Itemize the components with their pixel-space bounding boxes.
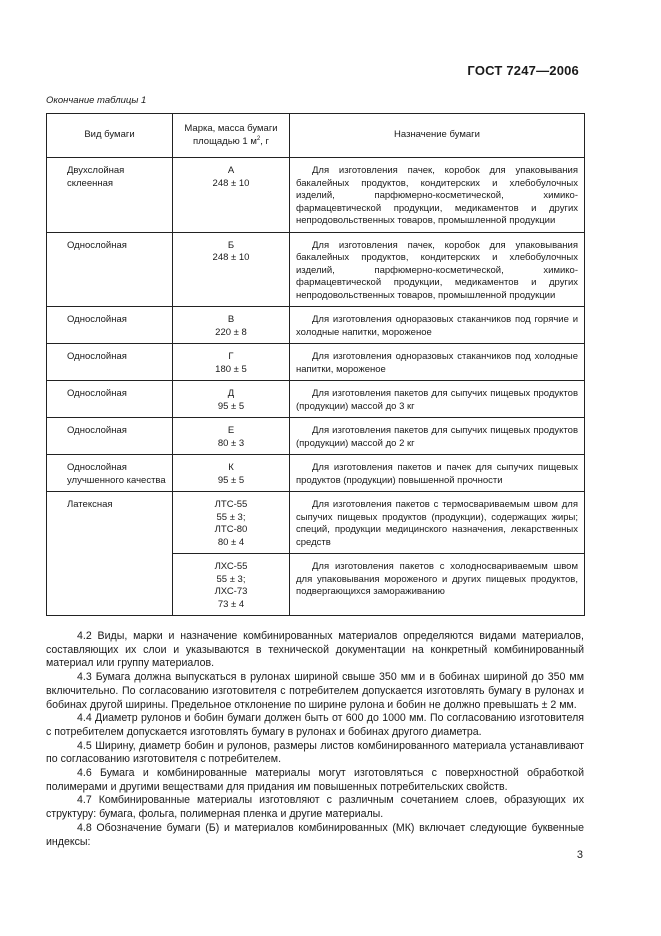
cell-type: Однослойная улучшенного качества — [47, 455, 173, 492]
table-row-latex — [47, 492, 585, 554]
paragraph-4-5: 4.5 Ширину, диаметр бобин и рулонов, размеры листов комбинированного материала устанавливают по согласованию изготовителя с потребителем. — [46, 739, 584, 766]
paragraph-4-3: 4.3 Бумага должна выпускаться в рулонах шириной свыше 350 мм и в бобинах шириной до 350 мм включительно. По согласованию изготовителя с потребителем допускается изготовлять бумагу в рулонах и бобинах другой ширины. Предельное отклонение по ширине рулона и бобин не должно превышать ± 2 мм. — [46, 671, 584, 711]
cell-type: Однослойная — [47, 232, 173, 307]
cell-grade: ЛТС-55 55 ± 3; ЛТС-80 80 ± 4 — [173, 492, 290, 554]
cell-grade: Д 95 ± 5 — [173, 381, 290, 418]
cell-purpose: Для изготовления одноразовых стаканчиков под горячие и холодные напитки, мороженое — [290, 307, 585, 344]
table-row — [47, 158, 585, 233]
cell-purpose: Для изготовления пачек, коробок для упаковывания бакалейных продуктов, кондитерских и хлебобулочных изделий, парфюмерно-косметической, химико-фармацевтической продукции, медикаментов и других непродовольственных товаров, промышленной продукции — [290, 158, 585, 233]
paragraph-4-8: 4.8 Обозначение бумаги (Б) и материалов комбинированных (МК) включает следующие буквенные индексы: — [46, 821, 584, 848]
paragraph-4-6: 4.6 Бумага и комбинированные материалы могут изготовляться с поверхностной обработкой полимерами и другими веществами для придания им повышенных потребительских свойств. — [46, 767, 584, 793]
cell-purpose: Для изготовления пакетов с холодносвариваемым швом для упаковывания мороженого и других пищевых продуктов, подвергающихся замораживанию — [290, 554, 585, 616]
cell-grade: Б 248 ± 10 — [173, 232, 290, 307]
cell-type: Однослойная — [47, 344, 173, 381]
cell-grade: А 248 ± 10 — [173, 158, 290, 233]
table-row — [47, 455, 585, 492]
page-number: 3 — [576, 849, 583, 861]
cell-purpose: Для изготовления пакетов для сыпучих пищевых продуктов (продукции) массой до 2 кг — [290, 418, 585, 455]
cell-purpose: Для изготовления пакетов и пачек для сыпучих пищевых продуктов (продукции) повышенной прочности — [290, 455, 585, 492]
table-caption: Окончание таблицы 1 — [46, 95, 147, 106]
cell-purpose: Для изготовления пакетов с термосвариваемым швом для сыпучих пищевых продуктов (продукции), содержащих жиры; специй, продукции медицинского назначения, лекарственных средств — [290, 492, 585, 554]
cell-type: Однослойная — [47, 307, 173, 344]
header-grade: Марка, масса бумаги площадью 1 $м^2$, г — [173, 114, 290, 158]
cell-grade: В 220 ± 8 — [173, 307, 290, 344]
header-purpose: Назначение бумаги — [290, 114, 585, 158]
cell-type: Однослойная — [47, 381, 173, 418]
paragraph-4-7: 4.7 Комбинированные материалы изготовляют с различным сочетанием слоев, образующих их структуру: бумага, фольга, полимерная пленка и другие материалы. — [46, 794, 584, 821]
cell-grade: Е 80 ± 3 — [173, 418, 290, 455]
table-row — [47, 418, 585, 455]
cell-type: Двухслойная склеенная — [47, 158, 173, 233]
cell-grade: Г 180 ± 5 — [173, 344, 290, 381]
table-row — [47, 381, 585, 418]
paragraph-4-4: 4.4 Диаметр рулонов и бобин бумаги должен быть от 600 до 1000 мм. По согласованию изготовителя с потребителем допускается изготовлять бумагу в рулонах и бобинах другого диаметра. — [46, 712, 584, 738]
table-row — [47, 232, 585, 307]
document-id: ГОСТ 7247—2006 — [467, 63, 579, 78]
paper-types-table — [46, 113, 585, 616]
cell-grade: К 95 ± 5 — [173, 455, 290, 492]
header-type: Вид бумаги — [47, 114, 173, 158]
cell-type: Однослойная — [47, 418, 173, 455]
cell-purpose: Для изготовления одноразовых стаканчиков под холодные напитки, мороженое — [290, 344, 585, 381]
paragraph-4-2: 4.2 Виды, марки и назначение комбинированных материалов определяются видами материалов, составляющих их слои и указываются в технической документации на конкретный комбинированный материал или группу материалов. — [46, 630, 584, 670]
cell-grade: ЛХС-55 55 ± 3; ЛХС-73 73 ± 4 — [173, 554, 290, 616]
cell-purpose: Для изготовления пакетов для сыпучих пищевых продуктов (продукции) массой до 3 кг — [290, 381, 585, 418]
table-row — [47, 307, 585, 344]
table-header-row — [47, 114, 585, 158]
table-row — [47, 344, 585, 381]
body-text — [46, 630, 584, 849]
cell-purpose: Для изготовления пачек, коробок для упаковывания бакалейных продуктов, кондитерских и хлебобулочных изделий, парфюмерно-косметической, химико-фармацевтической продукции, медикаментов и других непродовольственных товаров, промышленной продукции — [290, 232, 585, 307]
cell-type: Латексная — [47, 492, 173, 616]
